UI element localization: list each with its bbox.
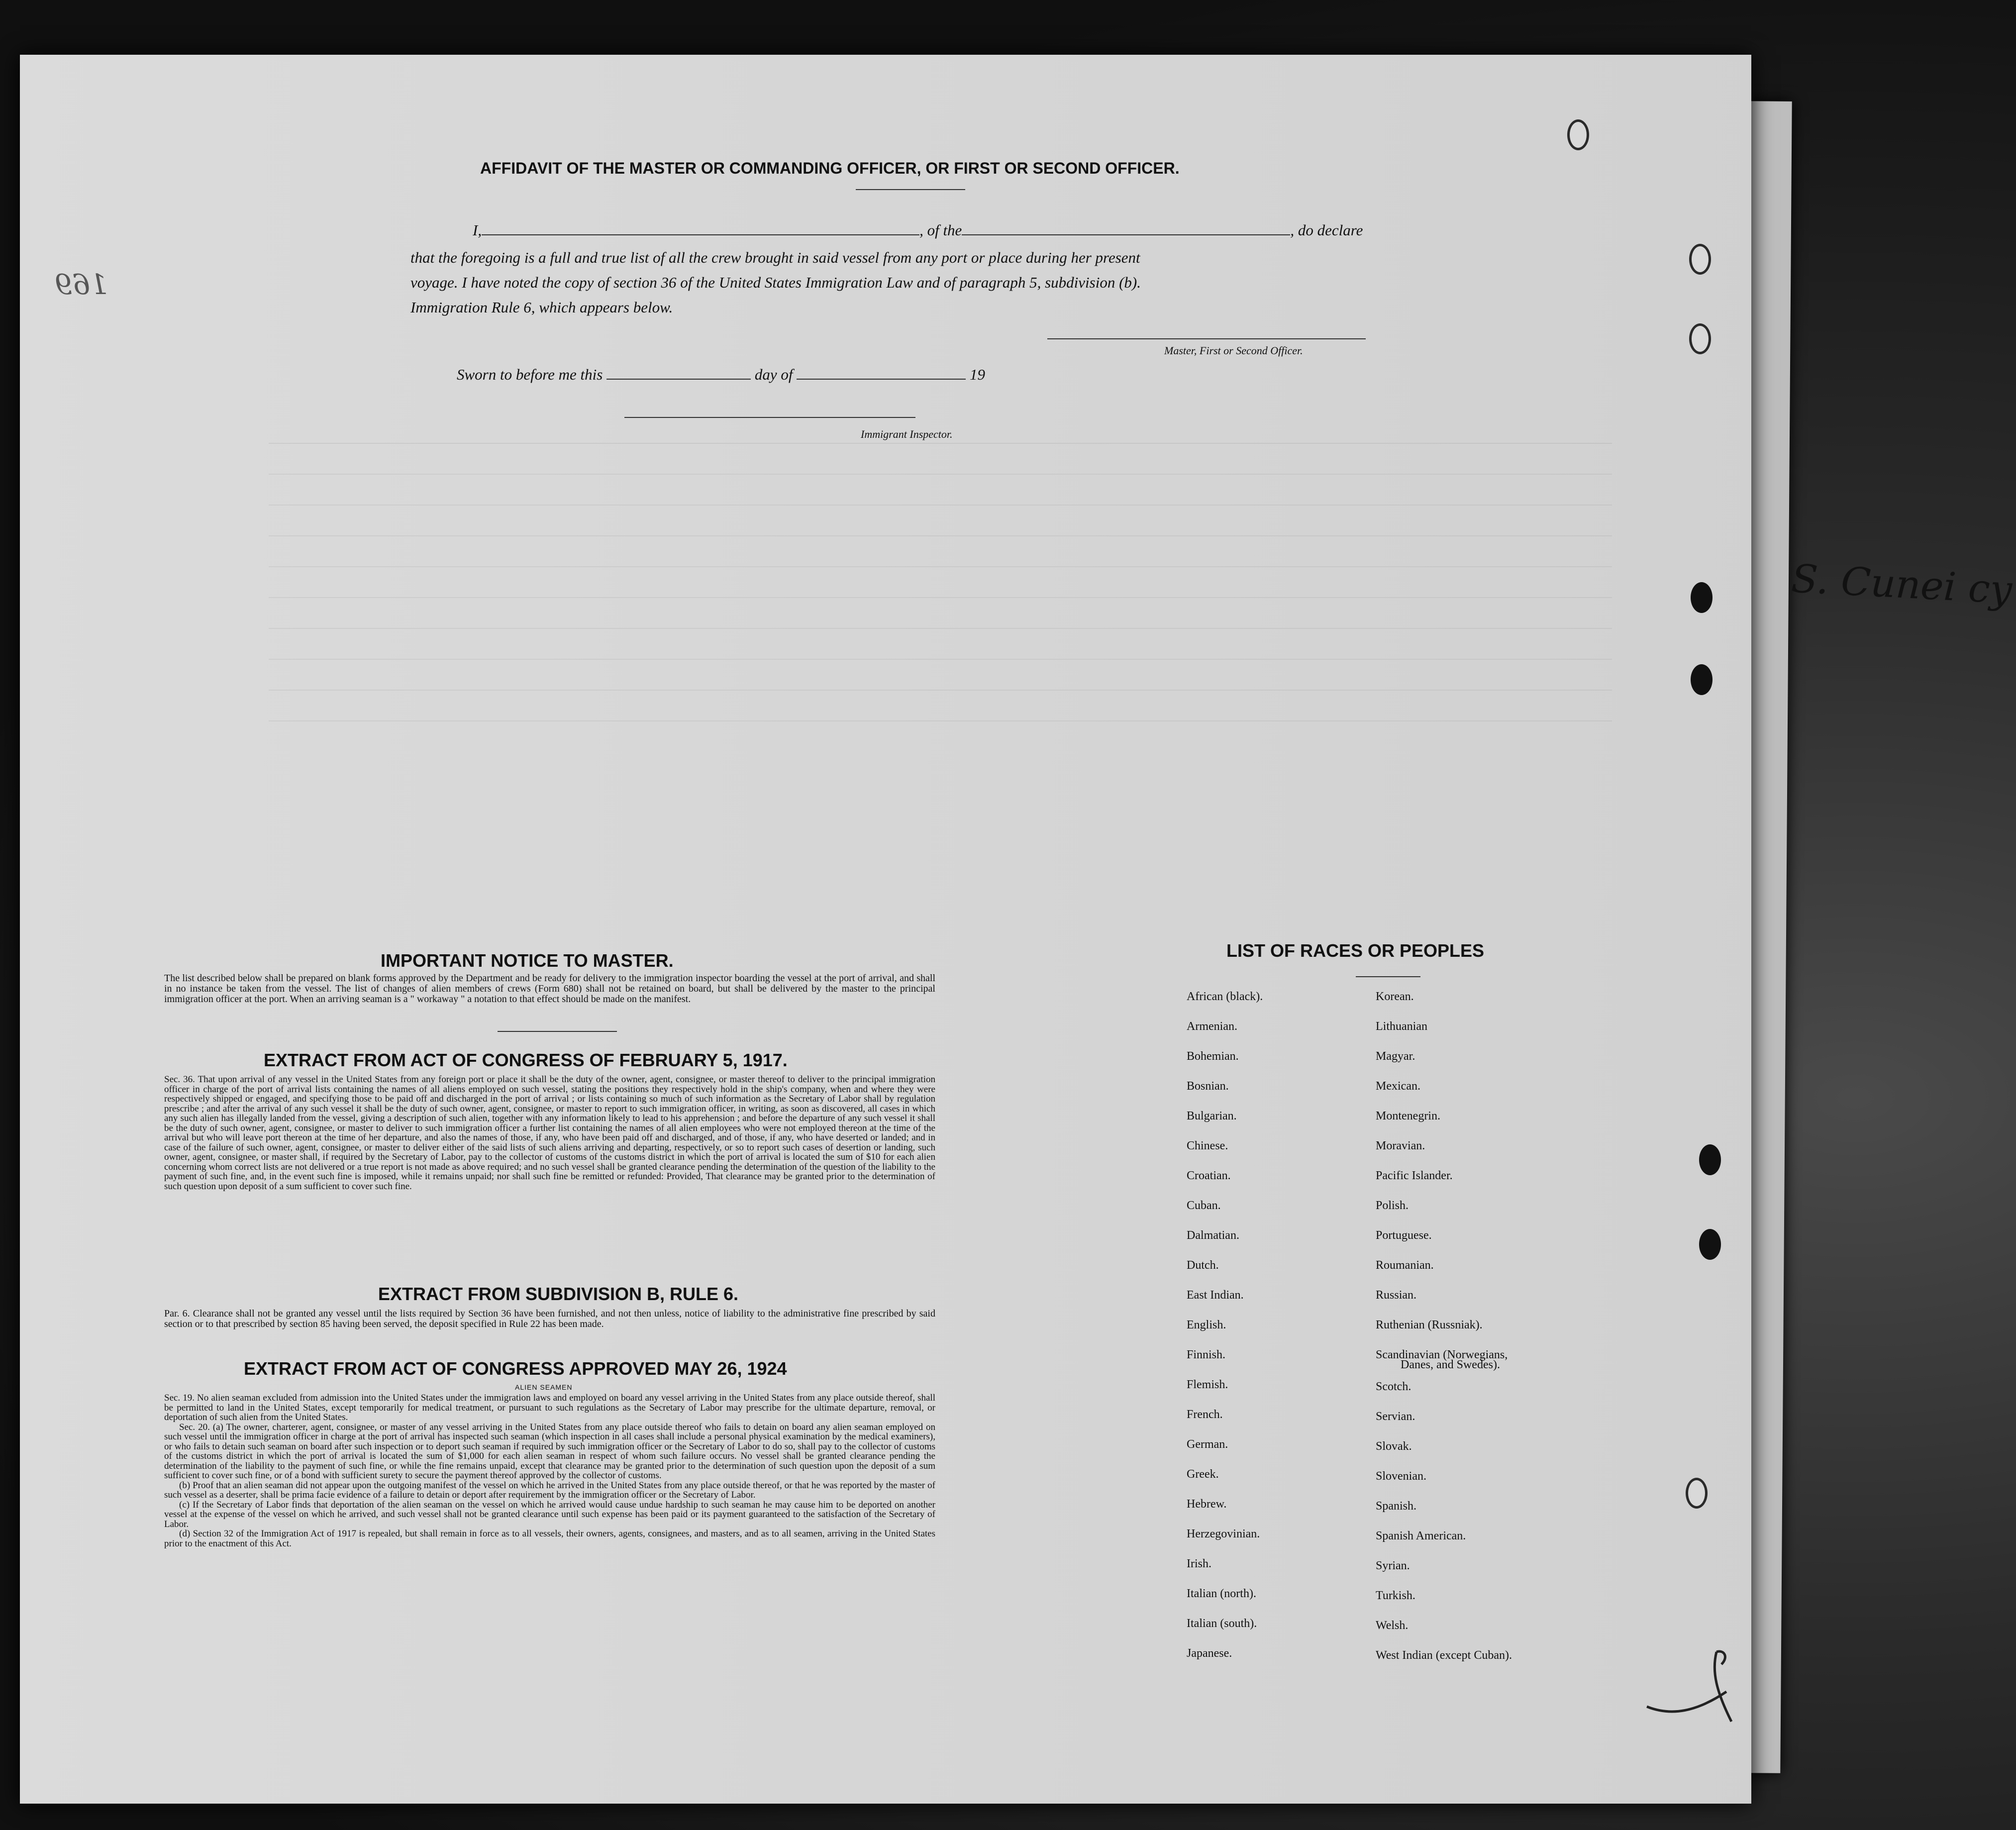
affidavit-i: I, <box>473 221 482 239</box>
race-item: Armenian. <box>1187 1020 1237 1033</box>
affidavit-title: AFFIDAVIT OF THE MASTER OR COMMANDING OFFICER, OR FIRST OR SECOND OFFICER. <box>480 159 1180 177</box>
race-item: Russian. <box>1376 1289 1417 1302</box>
binder-hole <box>1691 664 1713 695</box>
race-item: Pacific Islander. <box>1376 1169 1453 1182</box>
sworn-text: Sworn to before me this <box>457 366 603 383</box>
notice-title: IMPORTANT NOTICE TO MASTER. <box>381 950 674 971</box>
inspector-caption: Immigrant Inspector. <box>861 428 953 440</box>
race-item: Spanish American. <box>1376 1529 1466 1542</box>
affidavit-do-declare: , do declare <box>1290 221 1363 239</box>
notice-body: The list described below shall be prepared on blank forms approved by the Department and be ready for delivery to the immigration inspector boarding the vessel at the port of arrival, and shall in no instance be taken from the vessel. The list of changes of alien members of crews (Form 680) shall not be retained on board, but shall be delivered by the master to the principal immigration officer at the port. When an arriving seaman is a " workaway " a notation to that effect should be made on the manifest. <box>164 973 935 1005</box>
race-item: Montenegrin. <box>1376 1110 1440 1122</box>
race-item: Slovenian. <box>1376 1470 1426 1483</box>
pencil-mark-icon <box>1642 1642 1741 1736</box>
race-item: Japanese. <box>1187 1647 1232 1660</box>
extract-1924-subtitle: ALIEN SEAMEN <box>515 1383 573 1391</box>
binder-hole <box>1689 244 1711 275</box>
race-item: German. <box>1187 1438 1228 1451</box>
binder-hole <box>1686 1478 1708 1509</box>
affidavit-title-rule <box>856 189 965 190</box>
inspector-signature-line[interactable] <box>624 417 915 418</box>
mirrored-page-number: 169 <box>55 269 108 301</box>
race-item: Irish. <box>1187 1557 1211 1570</box>
race-item: West Indian (except Cuban). <box>1376 1649 1512 1662</box>
affidavit-line-1 <box>473 221 1408 239</box>
race-item: Dutch. <box>1187 1259 1219 1272</box>
race-item: Bohemian. <box>1187 1050 1239 1063</box>
sworn-line <box>457 366 985 384</box>
race-item: Korean. <box>1376 990 1414 1003</box>
race-item: Bosnian. <box>1187 1080 1229 1093</box>
race-item: Chinese. <box>1187 1139 1228 1152</box>
binder-hole <box>1699 1229 1721 1260</box>
race-item: Scandinavian (Norwegians, <box>1376 1348 1508 1361</box>
notice-rule <box>498 1031 617 1032</box>
race-item: Welsh. <box>1376 1619 1409 1632</box>
race-item: Herzegovinian. <box>1187 1527 1260 1540</box>
extract-1917-body: Sec. 36. That upon arrival of any vessel in the United States from any foreign port or place it shall be the duty of the owner, agent, consignee, or master thereof to deliver to the principal immigration officer in charge of the port of arrival lists containing the names of all aliens employed on such vessel, stating the positions they respectively hold in the ship's company, when and where they were respectively shipped or engaged, and specifying those to be paid off and discharged in the port of arrival ; or lists containing so much of such information as the Secretary of Labor shall by regulation prescribe ; and after the arrival of any such vessel it shall be the duty of such owner, agent, consignee, or master to report to such immigration officer, in writing, as soon as discovered, all cases in which any such alien has illegally landed from the vessel, giving a description of such alien, together with any information likely to lead to his apprehension ; and before the departure of any such vessel it shall be the duty of such owner, agent, consignee, or master to deliver to such immigration officer a further list containing the names of all alien employees who were not employed thereon at the time of the arrival but who will leave port thereon at the time of her departure, and also the names of those, if any, who have been paid off and discharged, and of those, if any, who have deserted or landed; and in case of the failure of such owner, agent, consignee, or master to deliver either of the said lists of such aliens arriving and departing, respectively, or so to report such cases of desertion or landing, such owner, agent, consignee, or master shall, if required by the Secretary of Labor, pay to the collector of customs of the customs district in which the port of arrival is located the sum of $10 for each alien concerning whom correct lists are not delivered or a true report is not made as above required; and no such vessel shall be granted clearance pending the determination of the question of the liability to the payment of such fine, and, in the event such fine is imposed, while it remains unpaid; nor shall such fine be remitted or refunded: Provided, That clearance may be granted prior to the determination of such question upon deposit of a sum sufficient to cover such fine. <box>164 1074 935 1192</box>
races-title-rule <box>1356 976 1420 977</box>
rule-6-body: Par. 6. Clearance shall not be granted any vessel until the lists required by Section 36 have been furnished, and not then unless, notice of liability to the administrative fine prescribed by said section or to that prescribed by section 85 having been served, the deposit specified in Rule 22 has been made. <box>164 1308 935 1329</box>
binder-hole <box>1689 323 1711 354</box>
extract-1924-title: EXTRACT FROM ACT OF CONGRESS APPROVED MAY 26, 1924 <box>244 1358 787 1379</box>
extract-1924-body <box>164 1393 935 1548</box>
master-caption: Master, First or Second Officer. <box>1164 344 1303 357</box>
sec-20c-text: (c) If the Secretary of Labor finds that deportation of the alien seaman on the vessel on which he arrived would cause undue hardship to such seaman he may cause him to be deported on another vessel at the expense of the vessel on which he arrived, and such vessel shall not be granted clearance until such expense has been paid or its payment guaranteed to the satisfaction of the Secretary of Labor. <box>164 1499 935 1529</box>
race-item: Mexican. <box>1376 1080 1420 1093</box>
race-item: Cuban. <box>1187 1199 1221 1212</box>
year-prefix: 19 <box>969 366 985 383</box>
race-scandinavian-continued: Danes, and Swedes). <box>1401 1358 1500 1371</box>
extract-1917-title: EXTRACT FROM ACT OF CONGRESS OF FEBRUARY 5, 1917. <box>264 1050 788 1070</box>
sec-20b-text: (b) Proof that an alien seaman did not appear upon the outgoing manifest of the vessel on which he arrived in the United States from any place outside thereof, or that he was reported by the master of such vessel as a deserter, shall be prima facie evidence of a failure to detain or deport after requirement by the immigration officer or the Secretary of Labor. <box>164 1480 935 1500</box>
race-item: Turkish. <box>1376 1589 1415 1602</box>
sec-19-text: Sec. 19. No alien seaman excluded from admission into the United States under the immigration laws and employed on board any vessel arriving in the United States from any place outside thereof, shall be permitted to land in the United States, except temporarily for medical treatment, or pursuant to such regulations as the Secretary of Labor may prescribe for the ultimate departure, removal, or deportation of such alien from the United States. <box>164 1393 935 1423</box>
race-item: Greek. <box>1187 1468 1219 1481</box>
race-item: Finnish. <box>1187 1348 1226 1361</box>
binder-hole <box>1567 119 1589 150</box>
month-blank[interactable] <box>797 379 966 380</box>
vessel-blank[interactable] <box>962 234 1290 235</box>
margin-handwriting: S. Cunei cy <box>1790 556 2014 613</box>
sec-20d-text: (d) Section 32 of the Immigration Act of 1917 is repealed, but shall remain in force as to all vessels, their owners, agents, consignees, and masters, and as to all seamen, arriving in the United States prior to the enactment of this Act. <box>164 1528 935 1549</box>
race-item: French. <box>1187 1408 1223 1421</box>
race-item: Syrian. <box>1376 1559 1410 1572</box>
binder-hole <box>1699 1144 1721 1175</box>
race-item: Croatian. <box>1187 1169 1231 1182</box>
race-item: Bulgarian. <box>1187 1110 1237 1122</box>
race-item: Flemish. <box>1187 1378 1228 1391</box>
affidavit-line-2: that the foregoing is a full and true list of all the crew brought in said vessel from any port or place during her present <box>410 249 1140 266</box>
race-item: Hebrew. <box>1187 1498 1227 1511</box>
race-item: Italian (south). <box>1187 1617 1257 1630</box>
rule-6-title: EXTRACT FROM SUBDIVISION B, RULE 6. <box>378 1284 739 1304</box>
name-blank[interactable] <box>482 234 919 235</box>
race-item: Lithuanian <box>1376 1020 1427 1033</box>
race-item: English. <box>1187 1319 1226 1331</box>
document-page <box>20 55 1751 1804</box>
race-item: Slovak. <box>1376 1440 1412 1453</box>
master-signature-line[interactable] <box>1047 338 1366 339</box>
race-item: East Indian. <box>1187 1289 1244 1302</box>
affidavit-line-4: Immigration Rule 6, which appears below. <box>410 299 673 316</box>
sec-20a-text: Sec. 20. (a) The owner, charterer, agent, consignee, or master of any vessel arriving in the United States from any place outside thereof who fails to detain on board any alien seaman employed on such vessel until the immigration officer in charge at the port of arrival has inspected such seaman (which inspection in all cases shall include a personal physical examination by the medical examiners), or who fails to detain such seaman on board after such inspection or to deport such seaman if required by such immigration officer or the Secretary of Labor to do so, shall pay to the collector of customs of the customs district in which the port of arrival is located the sum of $1,000 for each alien seaman in respect of whom such failure occurs. No vessel shall be granted clearance pending the determination of the liability to the payment of such fine, or while the fine remains unpaid, except that clearance may be granted prior to the determination of such question upon the deposit of a sum sufficient to cover such fine, or of a bond with sufficient surety to secure the payment thereof approved by the collector of customs. <box>164 1422 935 1481</box>
race-item: Magyar. <box>1376 1050 1415 1063</box>
race-item: Polish. <box>1376 1199 1409 1212</box>
race-item: Ruthenian (Russniak). <box>1376 1319 1483 1331</box>
affidavit-line-3: voyage. I have noted the copy of section 36 of the United States Immigration Law and of paragraph 5, subdivision (b). <box>410 274 1141 291</box>
races-title: LIST OF RACES OR PEOPLES <box>1226 940 1485 961</box>
affidavit-of-the: , of the <box>919 221 962 239</box>
race-item: Roumanian. <box>1376 1259 1434 1272</box>
race-item: Italian (north). <box>1187 1587 1256 1600</box>
race-item: Portuguese. <box>1376 1229 1432 1242</box>
race-item: Scotch. <box>1376 1380 1411 1393</box>
race-item: Spanish. <box>1376 1500 1417 1513</box>
race-item: Dalmatian. <box>1187 1229 1239 1242</box>
binder-hole <box>1691 582 1713 613</box>
race-item: African (black). <box>1187 990 1263 1003</box>
race-item: Moravian. <box>1376 1139 1425 1152</box>
day-of-text: day of <box>754 366 793 383</box>
sworn-date-blank[interactable] <box>606 379 751 380</box>
race-item: Servian. <box>1376 1410 1415 1423</box>
